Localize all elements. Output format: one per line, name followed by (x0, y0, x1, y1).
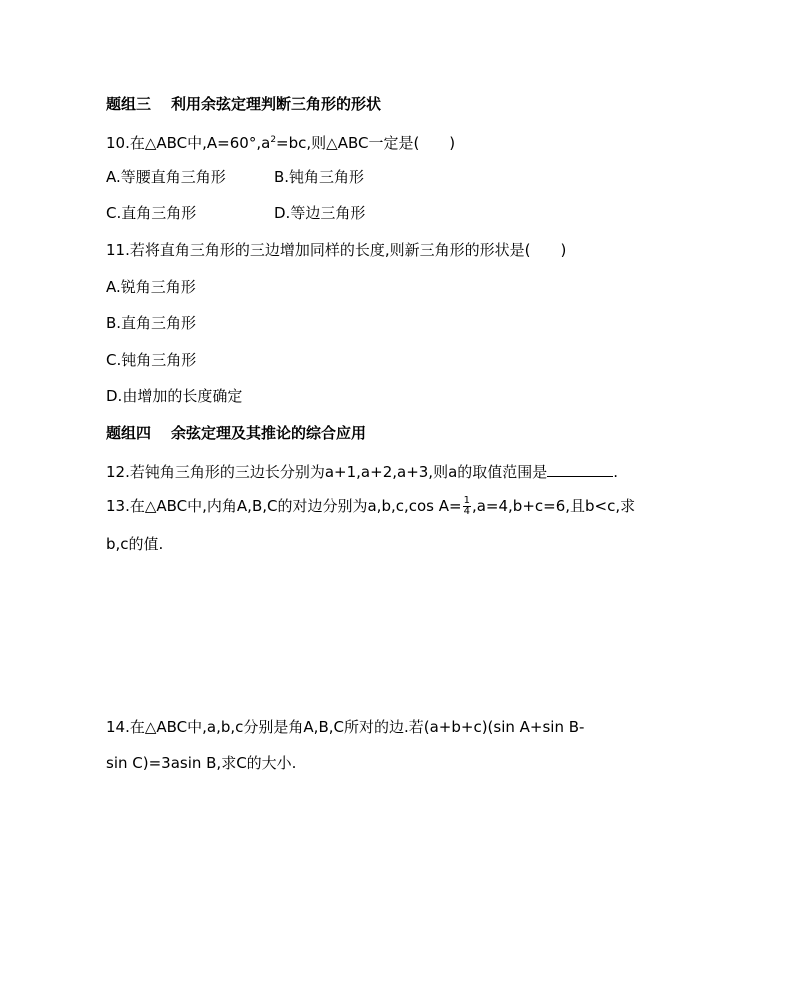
q13-fraction-numerator: 1 (463, 495, 470, 506)
group3-label: 题组三 (106, 95, 152, 113)
q12-stem (106, 462, 618, 482)
q14-line2: sin C)=3asin B,求C的大小. (106, 754, 297, 772)
q13-line1 (106, 496, 635, 517)
q13-fraction (463, 496, 471, 517)
q12-answer-blank[interactable] (547, 462, 613, 477)
q10-stem (106, 130, 455, 153)
q13-line2: b,c的值. (106, 535, 164, 553)
q12-end: . (613, 463, 619, 481)
q10-options-row2 (106, 203, 366, 223)
q10-stem-text: 10.在△ABC中,A=60°,a (106, 134, 271, 152)
q10-option-a[interactable]: A.等腰直角三角形 (106, 168, 226, 186)
group4-title: 余弦定理及其推论的综合应用 (171, 424, 367, 442)
q10-options-row1 (106, 167, 365, 187)
group4-label: 题组四 (106, 424, 152, 442)
q10-option-c[interactable]: C.直角三角形 (106, 204, 197, 222)
q14-line1: 14.在△ABC中,a,b,c分别是角A,B,C所对的边.若(a+b+c)(sin A+sin B- (106, 718, 585, 736)
q10-option-d[interactable]: D.等边三角形 (274, 204, 366, 222)
q13-fraction-denominator: 4 (463, 506, 470, 517)
q11-option-d[interactable]: D.由增加的长度确定 (106, 387, 243, 405)
q11-stem: 11.若将直角三角形的三边增加同样的长度,则新三角形的形状是( ) (106, 241, 567, 259)
q13-text-2: ,a=4,b+c=6,且b<c,求 (471, 497, 636, 515)
group4-header (106, 423, 366, 443)
q11-option-a[interactable]: A.锐角三角形 (106, 278, 196, 296)
group3-header (106, 94, 381, 114)
q10-stem-text-2: =bc,则△ABC一定是( ) (276, 134, 456, 152)
q11-option-c[interactable]: C.钝角三角形 (106, 351, 197, 369)
q11-option-b[interactable]: B.直角三角形 (106, 314, 197, 332)
q13-text-1: 13.在△ABC中,内角A,B,C的对边分别为a,b,c,cos A= (106, 497, 462, 515)
group3-title: 利用余弦定理判断三角形的形状 (171, 95, 382, 113)
q10-superscript: 2 (270, 135, 277, 145)
q12-text: 12.若钝角三角形的三边长分别为a+1,a+2,a+3,则a的取值范围是 (106, 463, 548, 481)
q10-option-b[interactable]: B.钝角三角形 (274, 168, 365, 186)
